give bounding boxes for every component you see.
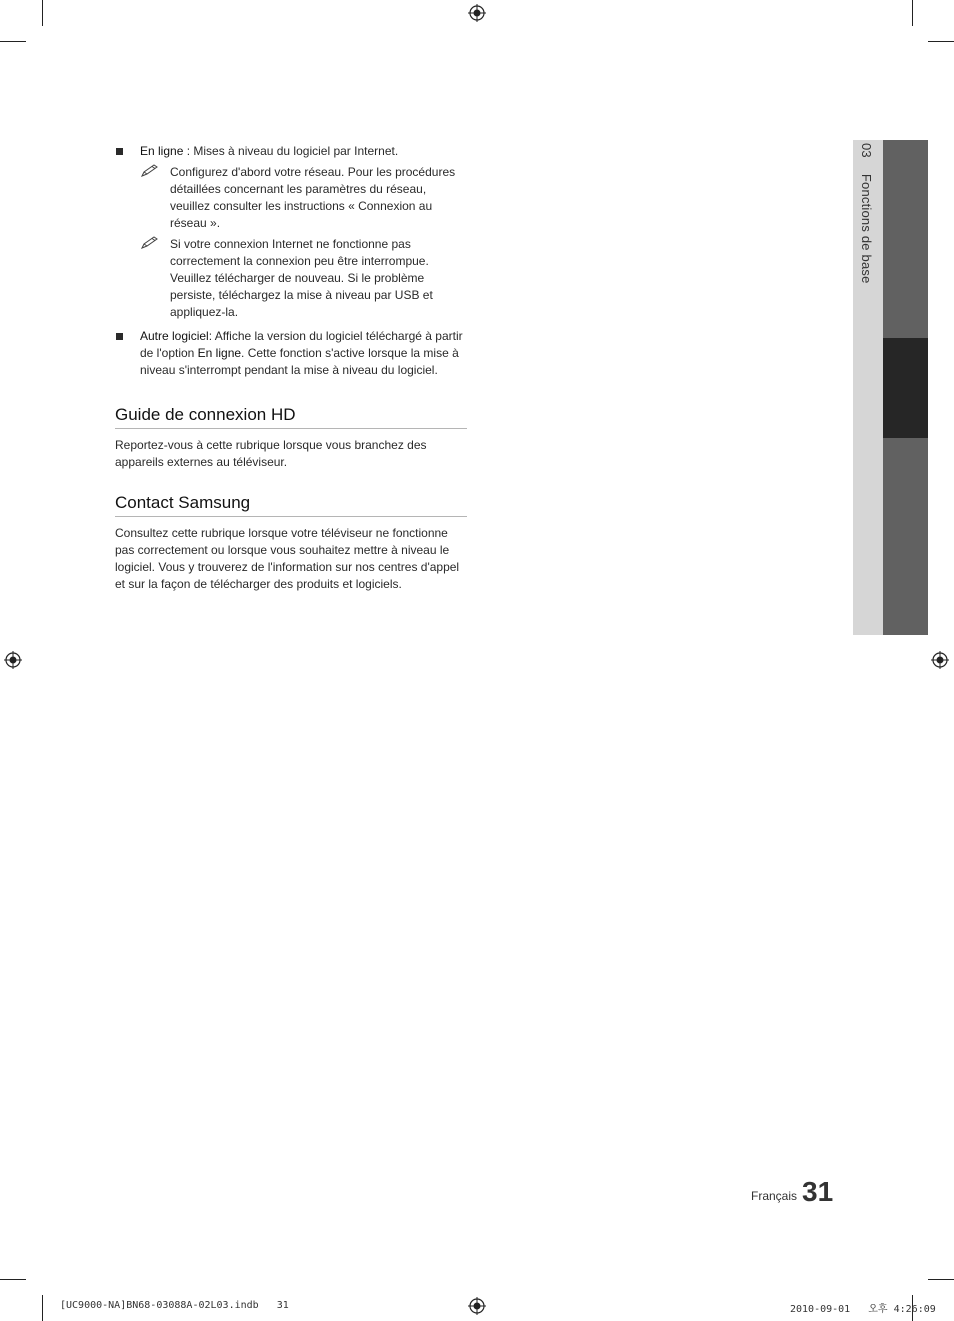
registration-mark-icon [4,651,22,669]
pencil-note-icon [140,236,162,250]
square-bullet-icon [116,148,123,155]
print-slug-date: 2010-09-01 오후 4:26:09 [790,1304,936,1315]
chapter-title: Fonctions de base [859,173,874,284]
crop-mark-top-right-v [912,0,913,26]
note-text: Si votre connexion Internet ne fonctionne pas correctement la connexion peu être interrompue. Veuillez télécharger de nouveau. Si le problème persiste, téléchargez la mise à niveau par USB et appliquez-la. [170,237,433,319]
chapter-tab-block [883,140,928,338]
crop-mark-bottom-left-h [0,1279,26,1280]
section-title: Guide de connexion HD [115,404,467,429]
item-inline-term: En ligne [197,346,242,360]
section-contact-samsung [115,492,467,593]
main-content [115,143,467,593]
crop-mark-top-left-v [42,0,43,26]
note [115,236,467,321]
item-text: . Cette fonction s'active lorsque la mise à niveau s'interrompt pendant la mise à niveau du logiciel. [140,346,459,377]
crop-mark-bottom-right-h [928,1279,954,1280]
list-item [115,143,467,160]
section-body: Consultez cette rubrique lorsque votre téléviseur ne fonctionne pas correctement ou lorsque vous souhaitez mettre à niveau le logiciel. Vous y trouverez de l'information sur nos centres d'appel et sur la façon de télécharger des produits et logiciels. [115,526,460,591]
section-guide-connexion [115,404,467,471]
section-title: Contact Samsung [115,492,467,517]
pencil-note-icon [140,164,162,178]
item-term: En ligne [140,144,184,158]
crop-mark-top-right-h [928,41,954,42]
chapter-tab-label [859,143,874,284]
item-text: : Mises à niveau du logiciel par Internet. [183,144,399,158]
chapter-tab-active-block [883,338,928,438]
page-number: 31 [802,1176,834,1207]
note [115,164,467,232]
item-text: : Affiche la version du logiciel téléchargé à partir de l'option [140,329,463,360]
list-item [115,328,467,379]
chapter-number: 03 [859,143,874,158]
section-body: Reportez-vous à cette rubrique lorsque vous branchez des appareils externes au téléviseur. [115,438,427,469]
registration-mark-icon [931,651,949,669]
item-term: Autre logiciel [140,329,209,343]
note-text: Configurez d'abord votre réseau. Pour les procédures détaillées concernant les paramètres du réseau, veuillez consulter les instructions « Connexion au réseau ». [170,165,456,230]
crop-mark-bottom-left-v [42,1295,43,1321]
footer-language: Français [751,1189,798,1203]
crop-mark-top-left-h [0,41,26,42]
chapter-tab-block [883,438,928,635]
registration-mark-icon [468,4,486,22]
square-bullet-icon [116,333,123,340]
print-slug-file: [UC9000-NA]BN68-03088A-02L03.indb 31 [60,1300,289,1311]
registration-mark-icon [468,1297,486,1315]
